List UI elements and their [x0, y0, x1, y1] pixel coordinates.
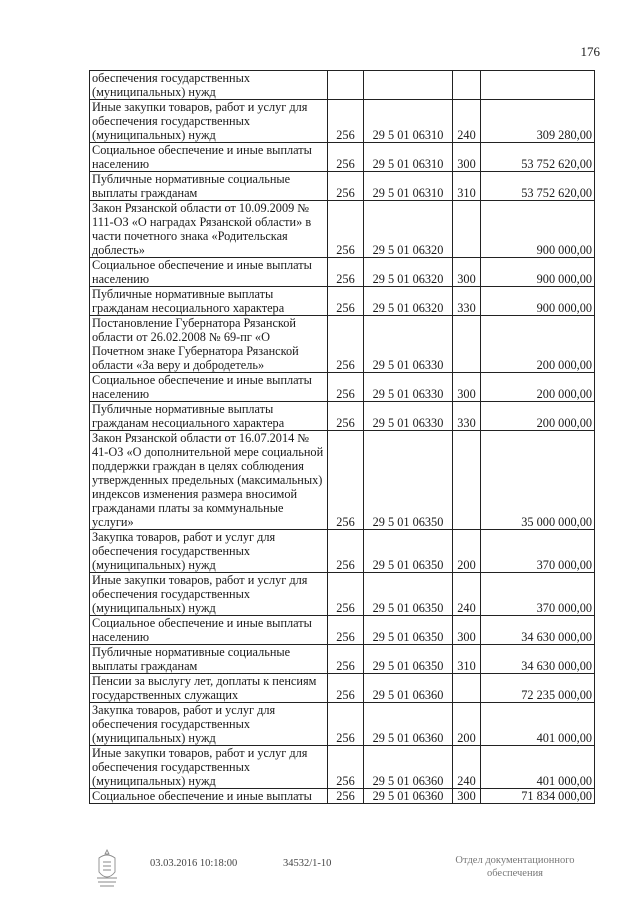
table-row	[90, 530, 595, 573]
row-target-code: 29 5 01 06350	[364, 530, 453, 573]
page-number: 176	[580, 44, 600, 59]
row-name: Иные закупки товаров, работ и услуг для обеспечения государственных (муниципальных) нужд	[90, 100, 328, 143]
row-admin-code: 256	[328, 530, 364, 573]
table-row	[90, 316, 595, 373]
row-sum: 200 000,00	[481, 402, 595, 431]
table-row	[90, 746, 595, 789]
row-expense-type: 300	[453, 373, 481, 402]
row-name: Закупка товаров, работ и услуг для обеспечения государственных (муниципальных) нужд	[90, 530, 328, 573]
row-name: Социальное обеспечение и иные выплаты населению	[90, 373, 328, 402]
row-sum: 309 280,00	[481, 100, 595, 143]
row-sum: 370 000,00	[481, 573, 595, 616]
row-admin-code: 256	[328, 674, 364, 703]
footer-doc-number: 34532/1-10	[283, 858, 332, 869]
row-admin-code: 256	[328, 645, 364, 674]
row-sum	[481, 71, 595, 100]
table-row	[90, 172, 595, 201]
table-row	[90, 258, 595, 287]
row-name: Публичные нормативные социальные выплаты гражданам	[90, 645, 328, 674]
footer-department	[430, 854, 600, 880]
row-sum: 900 000,00	[481, 201, 595, 258]
row-sum: 53 752 620,00	[481, 172, 595, 201]
row-sum: 200 000,00	[481, 373, 595, 402]
table-row	[90, 143, 595, 172]
table-row	[90, 645, 595, 674]
row-target-code: 29 5 01 06360	[364, 789, 453, 804]
row-target-code: 29 5 01 06350	[364, 616, 453, 645]
row-expense-type: 240	[453, 746, 481, 789]
coat-of-arms-icon	[94, 848, 120, 888]
row-name: Постановление Губернатора Рязанской области от 26.02.2008 № 69-пг «О Почетном знаке Губернатора Рязанской области «За веру и добродетель»	[90, 316, 328, 373]
row-target-code: 29 5 01 06310	[364, 100, 453, 143]
row-target-code: 29 5 01 06330	[364, 402, 453, 431]
row-target-code: 29 5 01 06330	[364, 316, 453, 373]
row-target-code: 29 5 01 06360	[364, 674, 453, 703]
row-admin-code: 256	[328, 431, 364, 530]
row-target-code: 29 5 01 06320	[364, 287, 453, 316]
row-sum: 34 630 000,00	[481, 645, 595, 674]
table-row	[90, 674, 595, 703]
row-target-code: 29 5 01 06360	[364, 746, 453, 789]
row-sum: 401 000,00	[481, 703, 595, 746]
row-admin-code: 256	[328, 143, 364, 172]
footer-department-line1: Отдел документационного	[455, 855, 575, 866]
table-row	[90, 373, 595, 402]
row-admin-code: 256	[328, 573, 364, 616]
row-name: Закон Рязанской области от 16.07.2014 № 41-ОЗ «О дополнительной мере социальной поддержки граждан в целях соблюдения утвержденных предельных (максимальных) индексов изменения размера вносимой гражданами платы за коммунальные услуги»	[90, 431, 328, 530]
row-expense-type: 300	[453, 143, 481, 172]
row-expense-type: 300	[453, 789, 481, 804]
row-expense-type	[453, 431, 481, 530]
row-admin-code: 256	[328, 201, 364, 258]
row-name: Иные закупки товаров, работ и услуг для обеспечения государственных (муниципальных) нужд	[90, 573, 328, 616]
row-admin-code: 256	[328, 373, 364, 402]
row-expense-type	[453, 71, 481, 100]
table-row	[90, 201, 595, 258]
row-admin-code: 256	[328, 746, 364, 789]
row-admin-code: 256	[328, 316, 364, 373]
row-expense-type	[453, 674, 481, 703]
row-target-code: 29 5 01 06360	[364, 703, 453, 746]
row-name: Публичные нормативные выплаты гражданам несоциального характера	[90, 287, 328, 316]
row-expense-type	[453, 316, 481, 373]
table-row	[90, 287, 595, 316]
row-admin-code	[328, 71, 364, 100]
row-sum: 35 000 000,00	[481, 431, 595, 530]
row-name: Социальное обеспечение и иные выплаты населению	[90, 258, 328, 287]
row-name: Публичные нормативные выплаты гражданам несоциального характера	[90, 402, 328, 431]
row-sum: 900 000,00	[481, 287, 595, 316]
row-sum: 200 000,00	[481, 316, 595, 373]
row-name: Иные закупки товаров, работ и услуг для обеспечения государственных (муниципальных) нужд	[90, 746, 328, 789]
row-admin-code: 256	[328, 100, 364, 143]
row-expense-type: 330	[453, 402, 481, 431]
budget-table	[89, 70, 595, 804]
row-target-code: 29 5 01 06350	[364, 645, 453, 674]
row-name: Социальное обеспечение и иные выплаты населению	[90, 143, 328, 172]
row-name: Социальное обеспечение и иные выплаты	[90, 789, 328, 804]
row-admin-code: 256	[328, 789, 364, 804]
table-row	[90, 616, 595, 645]
table-row	[90, 703, 595, 746]
footer-department-line2: обеспечения	[486, 868, 544, 879]
row-sum: 53 752 620,00	[481, 143, 595, 172]
row-expense-type: 200	[453, 703, 481, 746]
row-target-code: 29 5 01 06320	[364, 258, 453, 287]
row-expense-type	[453, 201, 481, 258]
row-expense-type: 300	[453, 258, 481, 287]
row-target-code: 29 5 01 06350	[364, 573, 453, 616]
row-name: Публичные нормативные социальные выплаты гражданам	[90, 172, 328, 201]
row-sum: 370 000,00	[481, 530, 595, 573]
table-row	[90, 431, 595, 530]
row-admin-code: 256	[328, 616, 364, 645]
table-row	[90, 100, 595, 143]
row-name: Пенсии за выслугу лет, доплаты к пенсиям государственных служащих	[90, 674, 328, 703]
table-row	[90, 789, 595, 804]
row-expense-type: 300	[453, 616, 481, 645]
row-expense-type: 240	[453, 573, 481, 616]
row-name: Социальное обеспечение и иные выплаты населению	[90, 616, 328, 645]
row-expense-type: 310	[453, 172, 481, 201]
row-admin-code: 256	[328, 703, 364, 746]
row-expense-type: 240	[453, 100, 481, 143]
row-target-code: 29 5 01 06350	[364, 431, 453, 530]
row-admin-code: 256	[328, 402, 364, 431]
row-expense-type: 330	[453, 287, 481, 316]
row-sum: 34 630 000,00	[481, 616, 595, 645]
row-sum: 900 000,00	[481, 258, 595, 287]
row-admin-code: 256	[328, 172, 364, 201]
row-sum: 401 000,00	[481, 746, 595, 789]
table-row	[90, 402, 595, 431]
footer-date: 03.03.2016 10:18:00	[150, 858, 238, 869]
row-name: Закупка товаров, работ и услуг для обеспечения государственных (муниципальных) нужд	[90, 703, 328, 746]
budget-table-body	[90, 71, 595, 804]
row-name: обеспечения государственных (муниципальных) нужд	[90, 71, 328, 100]
row-target-code: 29 5 01 06310	[364, 172, 453, 201]
row-sum: 71 834 000,00	[481, 789, 595, 804]
row-target-code: 29 5 01 06320	[364, 201, 453, 258]
row-admin-code: 256	[328, 258, 364, 287]
row-target-code: 29 5 01 06310	[364, 143, 453, 172]
row-name: Закон Рязанской области от 10.09.2009 № 111-ОЗ «О наградах Рязанской области» в части почетного знака «Родительская доблесть»	[90, 201, 328, 258]
table-row	[90, 573, 595, 616]
row-expense-type: 310	[453, 645, 481, 674]
row-admin-code: 256	[328, 287, 364, 316]
table-row	[90, 71, 595, 100]
row-target-code: 29 5 01 06330	[364, 373, 453, 402]
row-sum: 72 235 000,00	[481, 674, 595, 703]
row-target-code	[364, 71, 453, 100]
row-expense-type: 200	[453, 530, 481, 573]
